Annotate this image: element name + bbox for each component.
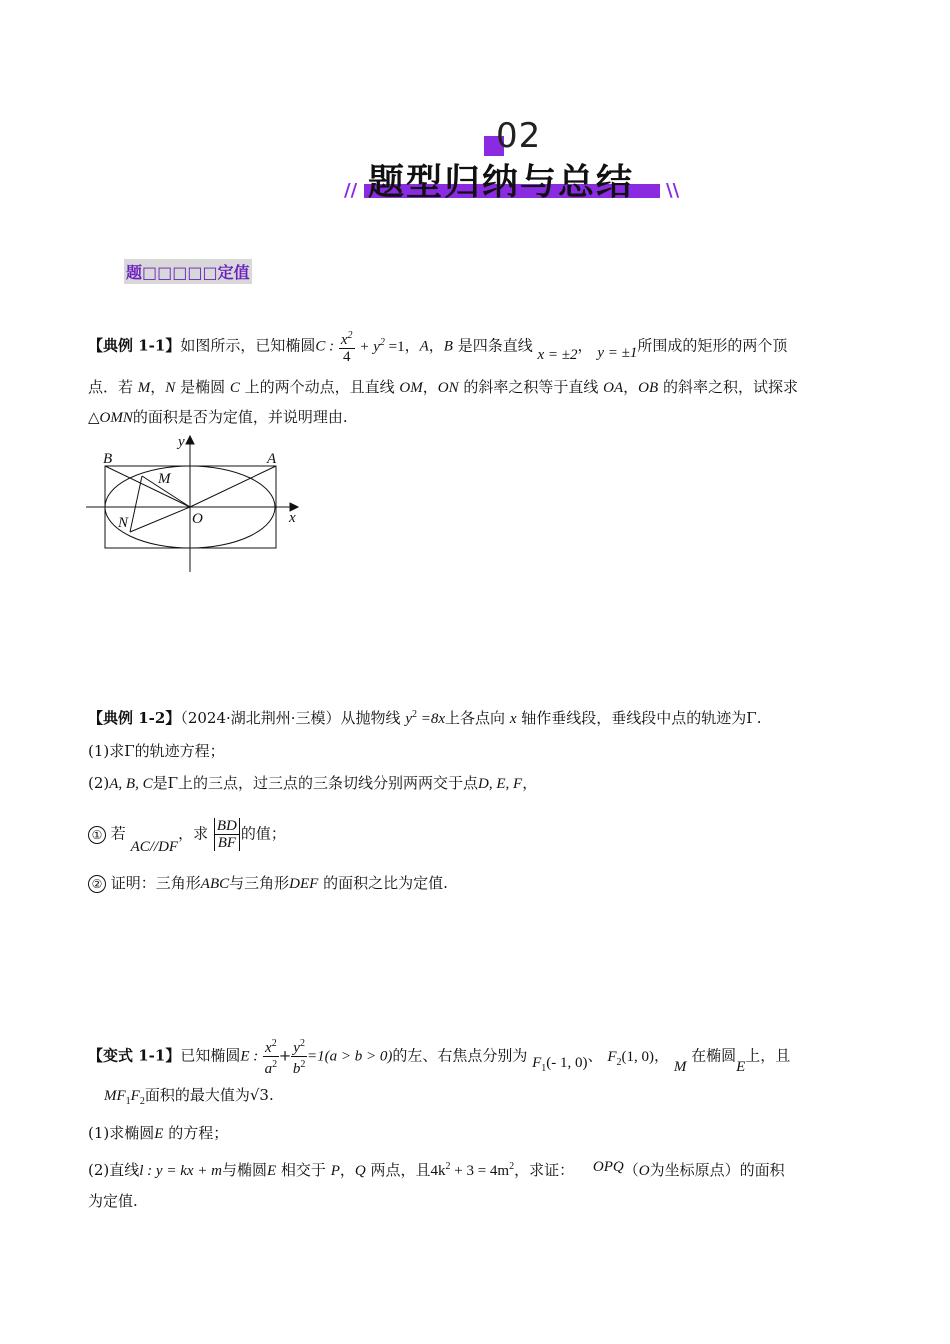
math: E : — [240, 1048, 259, 1065]
section-title: 题型归纳与总结 — [368, 162, 635, 203]
math-part: (- 1, 0) — [546, 1054, 588, 1071]
math: $F_1(-$ 1, 0) — [532, 1054, 588, 1074]
example-tag: 【典例 1-1】 — [88, 336, 181, 355]
text: ， — [404, 336, 420, 355]
math-part: F — [532, 1054, 542, 1071]
label-A: A — [267, 451, 277, 467]
math: $y^2 =8x$ — [405, 709, 446, 727]
text: (1)求椭圆 — [88, 1124, 155, 1142]
segment-MN — [130, 476, 142, 532]
circled-number: ① — [88, 826, 106, 844]
text: ，求证： — [514, 1161, 575, 1179]
text: (2) — [88, 774, 110, 792]
text: ， — [339, 1161, 355, 1179]
example-1-2-sub2 — [88, 872, 448, 895]
math-part: 4k — [430, 1163, 446, 1179]
text: 的斜率之积，试探求 — [658, 378, 798, 396]
math: $MF_1F_2$ — [104, 1088, 145, 1107]
text: 是椭圆 — [175, 378, 230, 396]
math: N — [165, 380, 176, 396]
frac-den: BF — [214, 835, 240, 851]
example-1-2-line1 — [88, 704, 761, 730]
math: B — [443, 338, 453, 355]
math: Γ — [746, 709, 757, 727]
text: 与椭圆 — [221, 1161, 267, 1179]
frac-den: 4 — [342, 349, 351, 365]
math: l : y = kx + m — [139, 1163, 222, 1179]
text: . — [268, 1086, 274, 1104]
section-number: 02 — [496, 116, 542, 156]
math: E — [266, 1163, 277, 1179]
label-x: x — [289, 510, 296, 526]
frac-den: b — [292, 1061, 301, 1077]
math: A, B, C — [109, 776, 153, 792]
math: Q — [354, 1163, 366, 1179]
example-1-1-line1 — [88, 328, 787, 365]
left-slash-decoration: // — [344, 180, 358, 201]
math-part: =8x — [417, 711, 446, 727]
text: 是 — [152, 774, 168, 792]
text: ， — [422, 378, 438, 396]
text: 证明：三角形 — [106, 874, 201, 892]
math: C : — [315, 338, 335, 355]
text: ， — [623, 378, 639, 396]
text: 的左、右焦点分别为 — [392, 1046, 528, 1065]
math: OM — [399, 380, 423, 396]
example-tag: 【变式 1-1】 — [88, 1046, 181, 1065]
math: E — [736, 1058, 746, 1075]
text: 上各点向 — [445, 709, 510, 727]
math: A — [419, 338, 429, 355]
math-part: + 3 = 4m — [450, 1163, 510, 1179]
text: ， — [428, 336, 444, 355]
example-tag: 【典例 1-2】 — [88, 709, 181, 727]
right-slash-decoration: \\ — [666, 180, 680, 201]
example-1-2-sub1 — [88, 818, 286, 855]
segment-OB — [105, 466, 190, 507]
topic-heading: 题□□□□□定值 — [124, 259, 252, 284]
text: 、 — [587, 1046, 603, 1065]
segment-ON — [130, 507, 190, 532]
variant-1-1-line2 — [104, 1084, 274, 1113]
fraction-x2-over-4: $\frac{x^2}{4}$ — [340, 330, 353, 365]
fraction-bd-over-bf — [213, 818, 241, 851]
label-B: B — [103, 451, 113, 467]
math-part: (1, 0) — [621, 1048, 655, 1065]
math-part: F — [607, 1048, 617, 1065]
math: $F_2(1$, 0) — [607, 1048, 655, 1068]
math: OB — [638, 380, 659, 396]
math: C — [229, 380, 240, 396]
variant-1-1-line1 — [88, 1036, 790, 1077]
text: 与三角形 — [229, 874, 290, 892]
text: 点．若 — [88, 378, 138, 396]
math: + $y^2 =1$ — [359, 336, 405, 355]
text: （2024·湖北荆州·三模）从抛物线 — [180, 709, 401, 727]
frac-num: y — [293, 1040, 300, 1056]
text: 若 — [106, 824, 126, 843]
text: 的斜率之积等于直线 — [458, 378, 604, 396]
math-part: F — [130, 1088, 140, 1104]
math-part: y — [405, 711, 412, 727]
math: =1(a > b > 0) — [306, 1048, 393, 1065]
math: Γ — [124, 742, 135, 760]
math: ABC — [200, 876, 230, 892]
example-1-1-line3 — [88, 406, 348, 429]
text: + — [278, 1046, 292, 1065]
math: Γ — [167, 774, 179, 792]
math: OA — [603, 380, 624, 396]
text: ， — [150, 378, 166, 396]
math: ON — [437, 380, 459, 396]
text: ， — [577, 336, 593, 355]
math-part: =1 — [384, 338, 405, 355]
y-axis-arrow — [186, 436, 194, 444]
text: . — [756, 709, 762, 727]
label-M: M — [158, 471, 171, 487]
variant-1-1-q2 — [88, 1156, 785, 1182]
math-part: MF — [104, 1088, 126, 1104]
math: $4k^2 + 3 = 4m^2$ — [430, 1161, 515, 1179]
variant-1-1-q1 — [88, 1122, 228, 1145]
text: 上，且 — [745, 1046, 791, 1065]
example-1-1-line2 — [88, 376, 798, 399]
math: y = ±1 — [597, 344, 638, 361]
text: ， — [654, 1046, 670, 1065]
example-1-2-q2 — [88, 772, 537, 795]
math: x — [509, 711, 517, 727]
text: ，求 — [178, 824, 209, 843]
math-part: + y — [359, 338, 380, 355]
example-1-2-q1 — [88, 740, 225, 762]
text: 的轨迹方程； — [134, 742, 225, 760]
text: 的面积是否为定值，并说明理由. — [132, 408, 348, 426]
text: 轴作垂线段，垂线段中点的轨迹为 — [516, 709, 747, 727]
frac-den: a — [264, 1061, 273, 1077]
label-N: N — [118, 515, 129, 531]
variant-1-1-q2-cont — [88, 1190, 138, 1212]
text: 如图所示，已知椭圆 — [180, 336, 316, 355]
circled-number: ② — [88, 875, 106, 893]
text: 为定值. — [88, 1192, 138, 1210]
text: 所围成的矩形的两个顶 — [637, 336, 788, 355]
ellipse-rectangle-figure — [86, 430, 316, 580]
text: (1)求 — [88, 742, 125, 760]
text: 是四条直线 — [452, 336, 533, 355]
math: DEF — [289, 876, 319, 892]
math: D, E, F — [478, 776, 523, 792]
math: √3 — [249, 1086, 269, 1104]
frac-num: x — [265, 1040, 272, 1056]
math: x = ±2 — [537, 346, 578, 363]
text: 的面积之比为定值. — [318, 874, 448, 892]
text: 的方程； — [163, 1124, 229, 1142]
math: M — [673, 1058, 687, 1075]
text: 在椭圆 — [686, 1046, 737, 1065]
math: P — [330, 1163, 340, 1179]
label-O: O — [192, 511, 203, 527]
math: M — [137, 380, 151, 396]
math: O — [638, 1163, 650, 1179]
label-y: y — [178, 434, 185, 450]
text: 两点，且 — [365, 1161, 431, 1179]
text: 相交于 — [276, 1161, 331, 1179]
fraction-y2-over-b2: $\frac{y^2}{b^2}$ — [292, 1038, 306, 1077]
frac-num: x — [340, 332, 348, 348]
math: E — [154, 1126, 164, 1142]
text: (2)直线 — [88, 1161, 140, 1179]
text: 上的三点，过三点的三条切线分别两两交于点 — [178, 774, 479, 792]
text: 已知椭圆 — [180, 1046, 241, 1065]
text: （ — [623, 1161, 639, 1179]
text: 的值； — [240, 824, 286, 843]
text: 面积的最大值为 — [144, 1086, 250, 1104]
frac-num: BD — [214, 818, 240, 835]
math: AC//DF — [130, 838, 179, 855]
text: 为坐标原点）的面积 — [649, 1161, 785, 1179]
text: 上的两个动点，且直线 — [239, 378, 400, 396]
text: ， — [522, 774, 538, 792]
fraction-x2-over-a2: $\frac{x^2}{a^2}$ — [264, 1038, 278, 1077]
math: △OMN — [88, 410, 133, 426]
math: OPQ — [592, 1159, 624, 1175]
